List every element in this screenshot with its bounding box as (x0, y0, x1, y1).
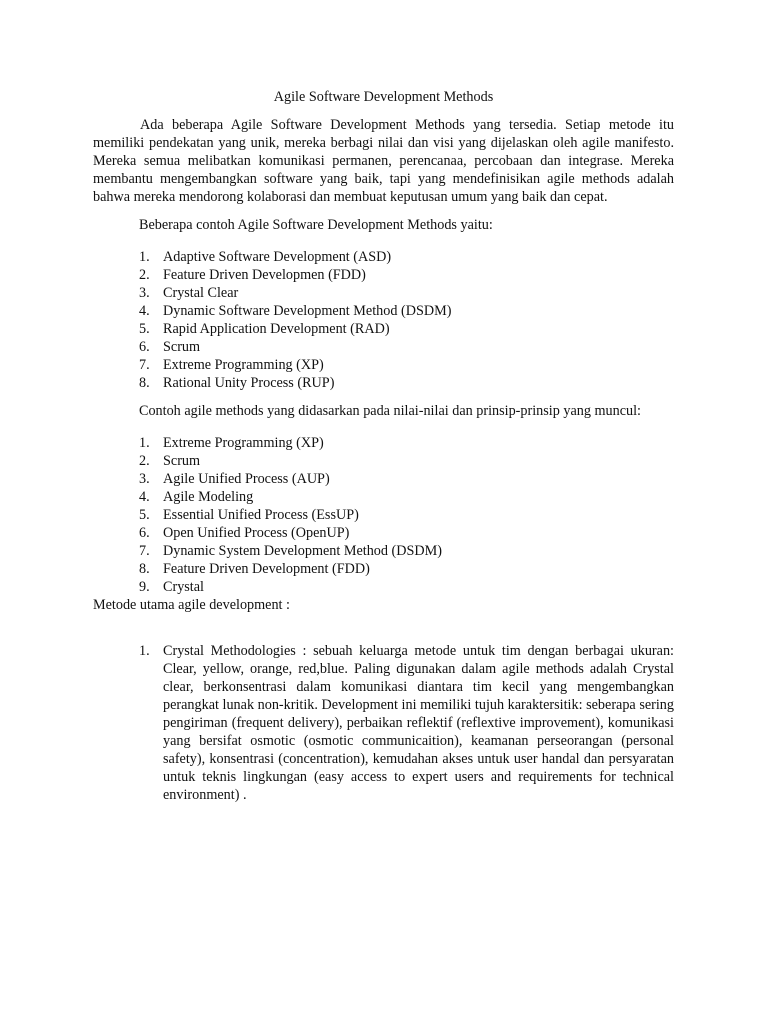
main-methods-list (139, 642, 674, 804)
list-number: 7. (139, 357, 150, 374)
list-item-text: Feature Driven Development (FDD) (163, 561, 370, 578)
page-title: Agile Software Development Methods (273, 89, 494, 105)
list-number: 3. (139, 471, 150, 488)
list-item-text: Open Unified Process (OpenUP) (163, 525, 350, 542)
list-item (139, 578, 674, 596)
list-number: 8. (139, 375, 150, 392)
list-number: 4. (139, 303, 150, 320)
list-item (139, 374, 674, 392)
list-item (139, 248, 674, 266)
intro-paragraph: Ada beberapa Agile Software Development Methods yang tersedia. Setiap metode itu memiliki pendekatan yang unik, mereka berbagi nilai dan visi yang dijelaskan oleh agile manifesto. Mereka semua melibatkan komunikasi permanen, perencanaa, percobaan dan integrase. Mereka membantu mengembangkan software yang baik, tapi yang mendefinisikan agile methods adalah bahwa mereka mendorong kolaborasi dan membuat keputusan umum yang baik dan cepat. (93, 117, 674, 205)
list-item (139, 470, 674, 488)
list-item (139, 320, 674, 338)
principles-list (139, 434, 674, 596)
main-heading: Metode utama agile development : (93, 597, 290, 614)
list-number: 8. (139, 561, 150, 578)
list-item (139, 452, 674, 470)
list-number: 1. (139, 249, 150, 266)
list-item-text: Agile Modeling (163, 489, 254, 506)
list-item-text: Essential Unified Process (EssUP) (163, 507, 359, 524)
list-number: 5. (139, 321, 150, 338)
list-item (139, 488, 674, 506)
list-number: 6. (139, 339, 150, 356)
list-number: 7. (139, 543, 150, 560)
list-number: 5. (139, 507, 150, 524)
list-item-text: Rapid Application Development (RAD) (163, 321, 390, 338)
list-item-text: Scrum (163, 339, 201, 356)
list-item-text: Crystal (163, 579, 204, 596)
list-item-text: Extreme Programming (XP) (163, 357, 324, 374)
list-item (139, 356, 674, 374)
list-number: 3. (139, 285, 150, 302)
list-number: 4. (139, 489, 150, 506)
list-item-text: Dynamic System Development Method (DSDM) (163, 543, 442, 560)
examples-heading: Beberapa contoh Agile Software Development Methods yaitu: (139, 217, 493, 233)
list-item-text: Scrum (163, 453, 201, 470)
list-item (139, 434, 674, 452)
list-number: 2. (139, 267, 150, 284)
list-number: 9. (139, 579, 150, 596)
list-item (139, 266, 674, 284)
examples-list (139, 248, 674, 392)
list-number: 2. (139, 453, 150, 470)
list-item (139, 338, 674, 356)
list-item (139, 642, 674, 804)
list-item-text: Agile Unified Process (AUP) (163, 471, 330, 488)
list-item (139, 542, 674, 560)
list-item-text: Rational Unity Process (RUP) (163, 375, 335, 392)
list-item (139, 560, 674, 578)
list-number: 6. (139, 525, 150, 542)
list-number: 1. (139, 435, 150, 452)
list-item (139, 524, 674, 542)
list-number: 1. (139, 643, 150, 660)
list-item-text: Feature Driven Developmen (FDD) (163, 267, 366, 284)
list-item-text: Crystal Methodologies : sebuah keluarga metode untuk tim dengan berbagai ukuran: Clear, yellow, orange, red,blue. Paling digunakan dalam agile methods adalah Crystal clear, berkonsentrasi dalam komunikasi diantara tim kecil yang mengembangkan perangkat lunak non-kritik. Development ini memiliki tujuh karaktersitik: seberapa sering pengiriman (frequent delivery), perbaikan reflektif (reflextive improvement), komunikasi yang bersifat osmotic (osmotic communicaition), keamanan perseorangan (personal safety), konsentrasi (concentration), kemudahan akses untuk user handal dan persyaratan untuk teknis lingkungan (easy access to expert users and requirements for technical environment) . (163, 643, 674, 804)
list-item-text: Extreme Programming (XP) (163, 435, 324, 452)
principles-heading: Contoh agile methods yang didasarkan pada nilai-nilai dan prinsip-prinsip yang muncul: (139, 403, 641, 420)
list-item (139, 284, 674, 302)
list-item-text: Crystal Clear (163, 285, 239, 302)
list-item-text: Dynamic Software Development Method (DSDM) (163, 303, 452, 320)
list-item-text: Adaptive Software Development (ASD) (163, 249, 392, 266)
document-page (93, 88, 674, 804)
list-item (139, 506, 674, 524)
list-item (139, 302, 674, 320)
